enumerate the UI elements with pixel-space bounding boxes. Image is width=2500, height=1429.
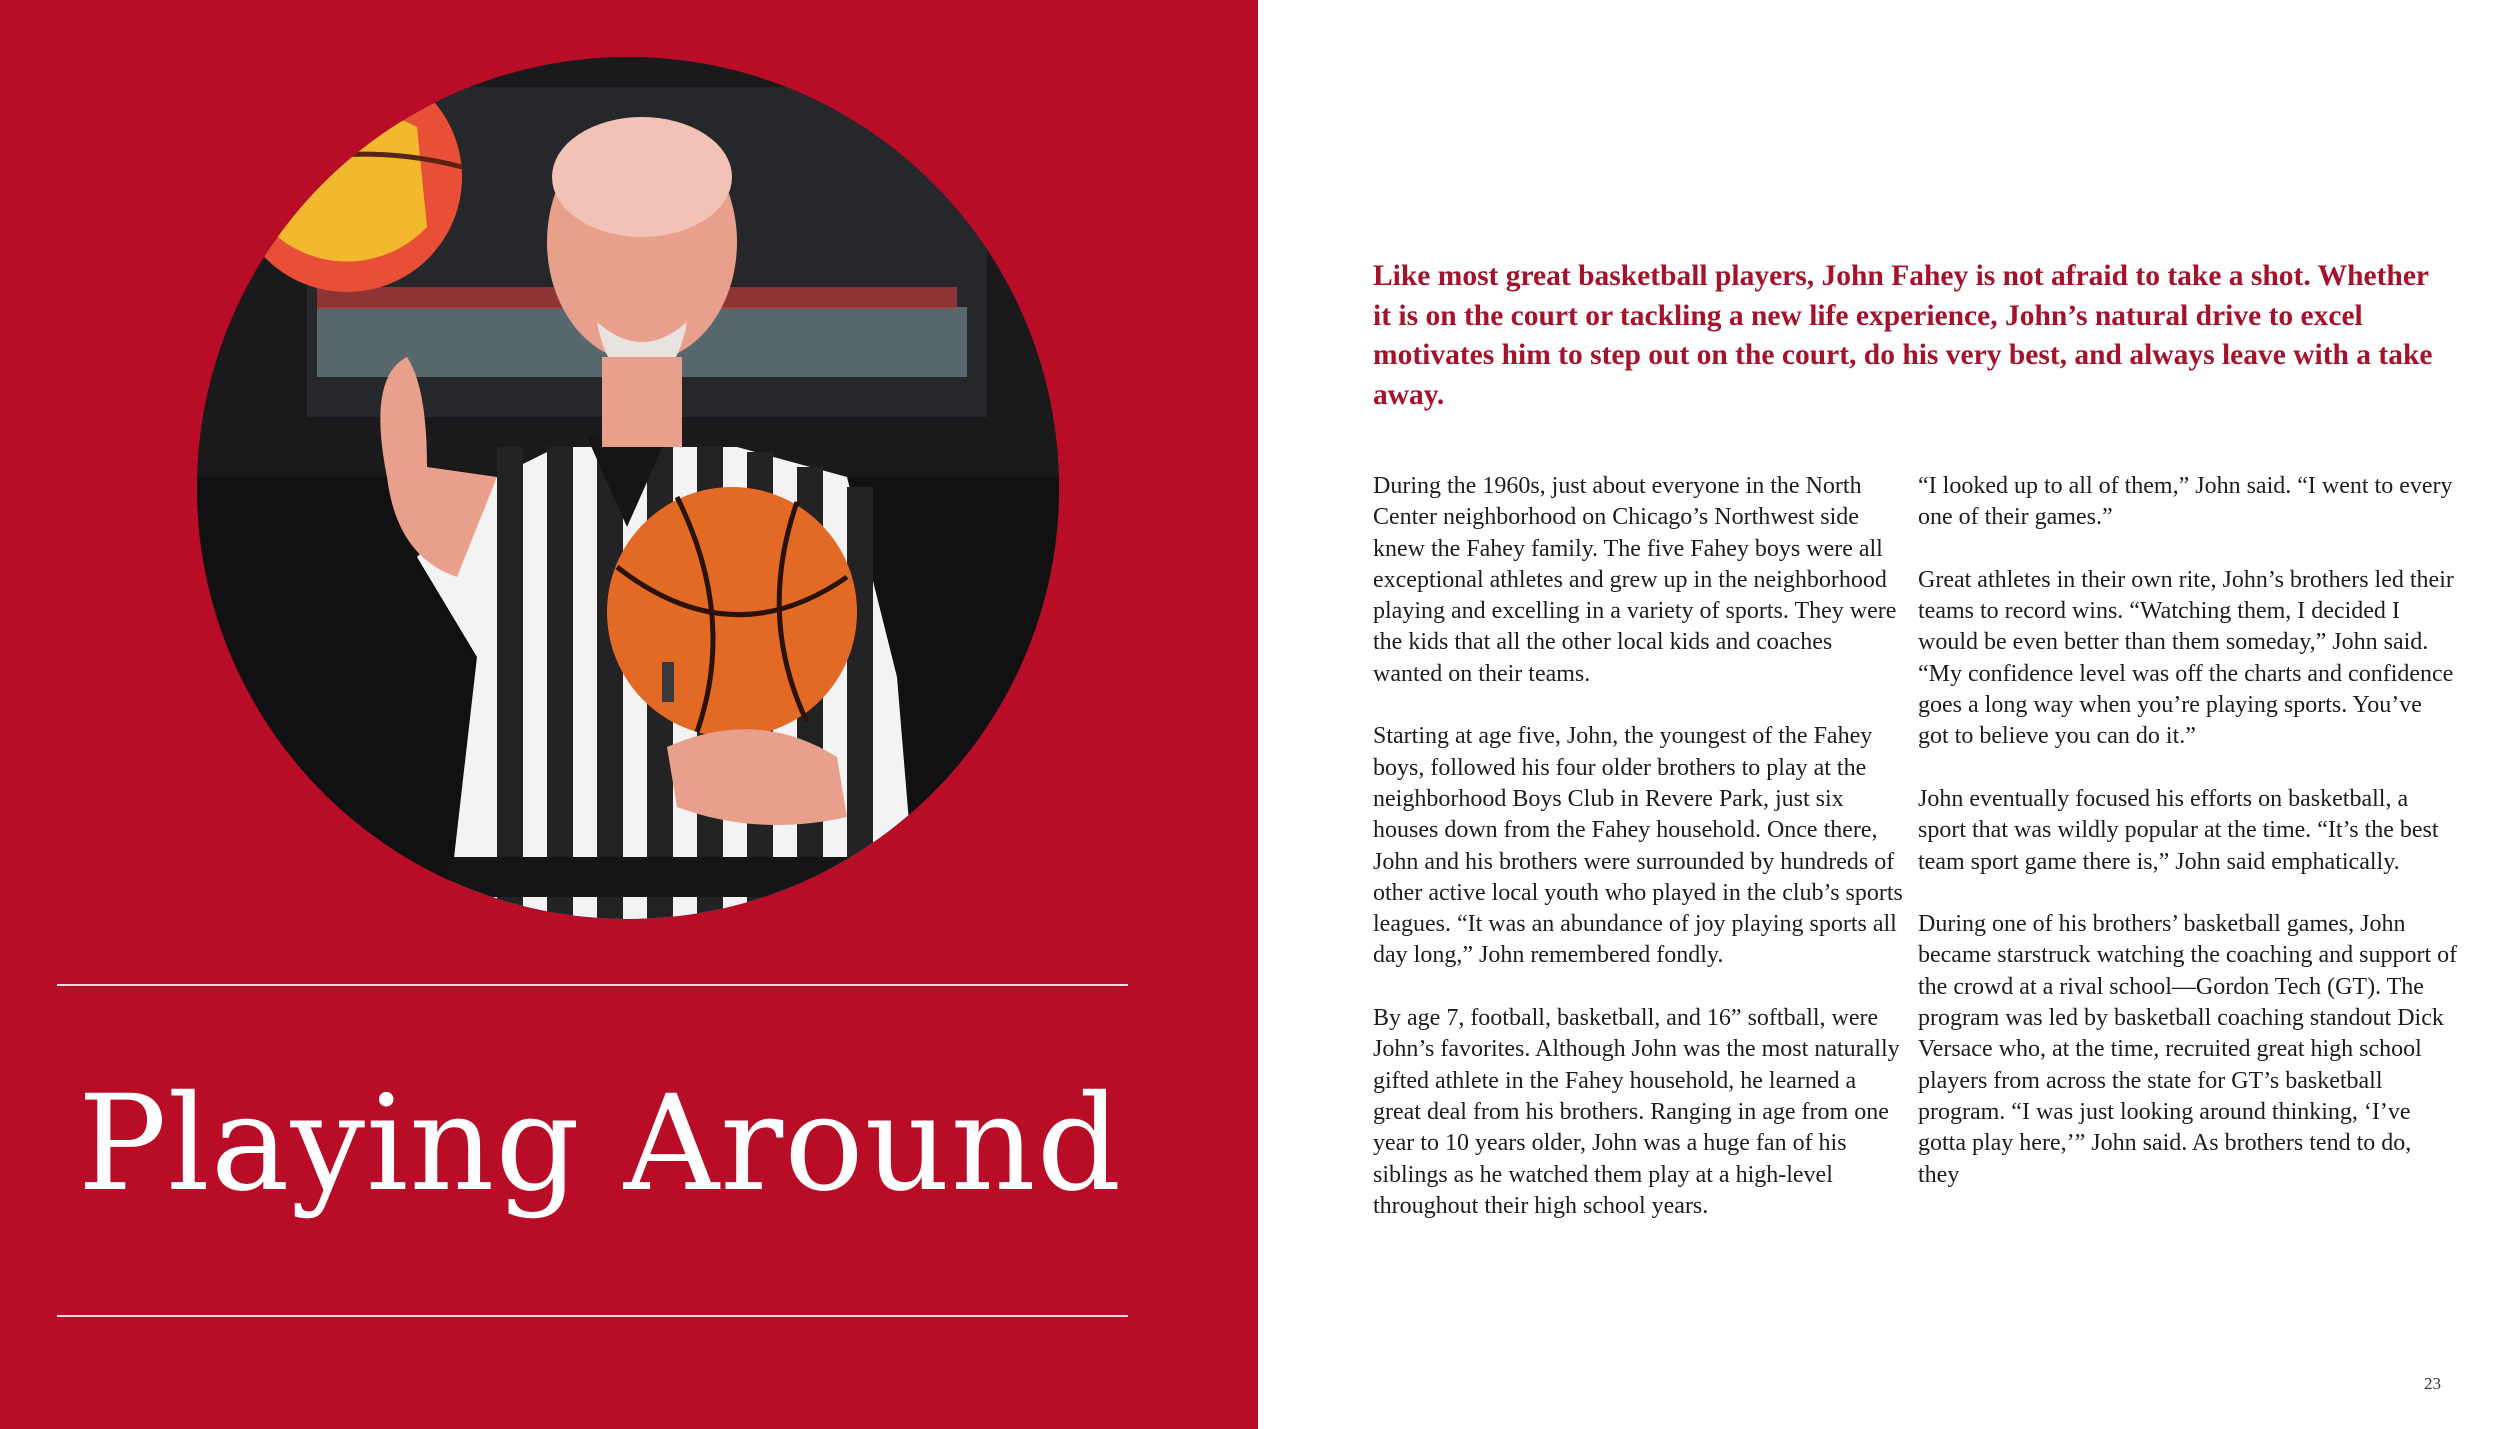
paragraph: “I looked up to all of them,” John said. “I went to every one of their games.”: [1918, 473, 2453, 531]
divider-bottom: [57, 1315, 1128, 1317]
body-column-1: [1373, 471, 1903, 1253]
paragraph: By age 7, football, basketball, and 16” softball, were John’s favorites. Although John was the most naturally gifted athlete in the Fahey household, he learned a great deal from his brothers. Ranging in age from one year to 10 years older, John was a huge fan of his siblings as he watched them play at a high-level throughout their high school years.: [1373, 1005, 1900, 1219]
article-title: Playing Around: [77, 1067, 1123, 1221]
paragraph: John eventually focused his efforts on basketball, a sport that was wildly popular at the time. “It’s the best team sport game there is,” John said emphatically.: [1918, 785, 2439, 875]
body-column-2: [1918, 471, 2458, 1222]
paragraph: Great athletes in their own rite, John’s brothers led their teams to record wins. “Watching them, I decided I would be even better than them someday,” John said. “My confidence level was off the charts and confidence goes a long way when you’re playing sports. You’ve got to believe you can do it.”: [1918, 566, 2454, 750]
divider-top: [57, 984, 1128, 986]
referee-photo: [197, 57, 1059, 919]
paragraph: During the 1960s, just about everyone in the North Center neighborhood on Chicago’s Northwest side knew the Fahey family. The five Fahey boys were all exceptional athletes and grew up in the neighborhood playing and excelling in a variety of sports. They were the kids that all the other local kids and coaches wanted on their teams.: [1373, 473, 1897, 687]
paragraph: Starting at age five, John, the youngest of the Fahey boys, followed his four older brothers to play at the neighborhood Boys Club in Revere Park, just six houses down from the Fahey household. Once there, John and his brothers were surrounded by hundreds of other active local youth who played in the club’s sports leagues. “It was an abundance of joy playing sports all day long,” John remembered fondly.: [1373, 723, 1903, 969]
article-intro: Like most great basketball players, John Fahey is not afraid to take a shot. Whether it is on the court or tackling a new life experience, John’s natural drive to excel motivates him to step out on the court, do his very best, and always leave with a take away.: [1373, 260, 2433, 411]
referee-with-basketball-illustration: [197, 57, 1059, 919]
page-number: 23: [2424, 1374, 2441, 1393]
paragraph: During one of his brothers’ basketball games, John became starstruck watching the coaching and support of the crowd at a rival school—Gordon Tech (GT). The program was led by basketball coaching standout Dick Versace who, at the time, recruited great high school players from across the state for GT’s basketball program. “I was just looking around thinking, ‘I’ve gotta play here,’” John said. As brothers tend to do, they: [1918, 911, 2458, 1188]
